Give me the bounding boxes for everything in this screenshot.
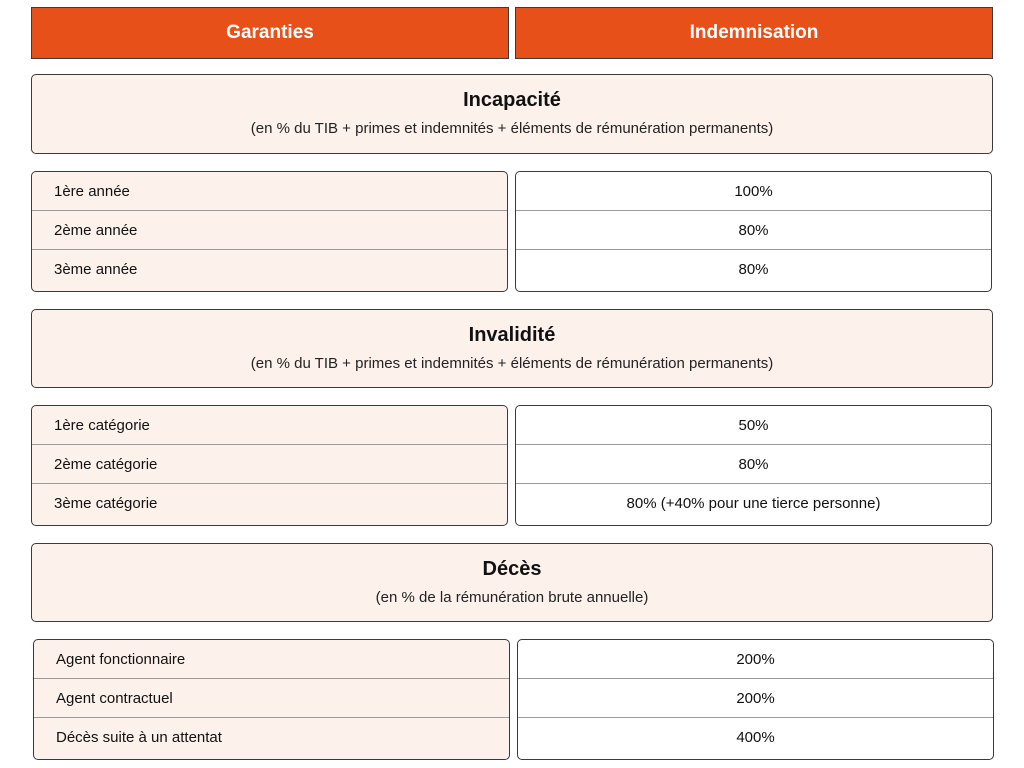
- table-row-value: 400%: [736, 729, 775, 746]
- table-row-value: 100%: [516, 172, 991, 211]
- deces-labels: [33, 639, 510, 760]
- incapacite-values: [515, 171, 992, 292]
- table-row-value: 200%: [518, 640, 993, 679]
- table-row-value: 80% (+40% pour une tierce personne): [626, 495, 881, 512]
- incapacite-labels: [31, 171, 508, 292]
- table-row-value: 200%: [518, 679, 993, 718]
- table-row-label: Agent fonctionnaire: [34, 640, 509, 679]
- section-invalidite: [31, 309, 993, 388]
- section-deces: [31, 543, 993, 622]
- table-row-label: 3ème année: [54, 261, 138, 278]
- table-row-value: 50%: [516, 406, 991, 445]
- table-row-label: Agent contractuel: [34, 679, 509, 718]
- section-subtitle: (en % de la rémunération brute annuelle): [375, 589, 649, 606]
- section-subtitle: (en % du TIB + primes et indemnités + éléments de rémunération permanents): [250, 120, 774, 137]
- section-title: Invalidité: [468, 324, 556, 346]
- section-incapacite: [31, 74, 993, 154]
- header-garanties: Garanties: [31, 7, 509, 59]
- invalidite-values: [515, 405, 992, 526]
- header-indemnisation: Indemnisation: [515, 7, 993, 59]
- table-row-label: 1ère catégorie: [32, 406, 507, 445]
- table-row-value: 80%: [738, 261, 769, 278]
- section-title: Incapacité: [463, 89, 561, 111]
- section-subtitle: (en % du TIB + primes et indemnités + éléments de rémunération permanents): [250, 355, 774, 372]
- table-row-value: 80%: [516, 445, 991, 484]
- table-row-label: Décès suite à un attentat: [56, 729, 222, 746]
- table-row-label: 1ère année: [32, 172, 507, 211]
- table-row-label: 3ème catégorie: [54, 495, 158, 512]
- invalidite-labels: [31, 405, 508, 526]
- deces-values: [517, 639, 994, 760]
- table-row-label: 2ème année: [32, 211, 507, 250]
- table-row-value: 80%: [516, 211, 991, 250]
- table-row-label: 2ème catégorie: [32, 445, 507, 484]
- section-title: Décès: [482, 558, 542, 580]
